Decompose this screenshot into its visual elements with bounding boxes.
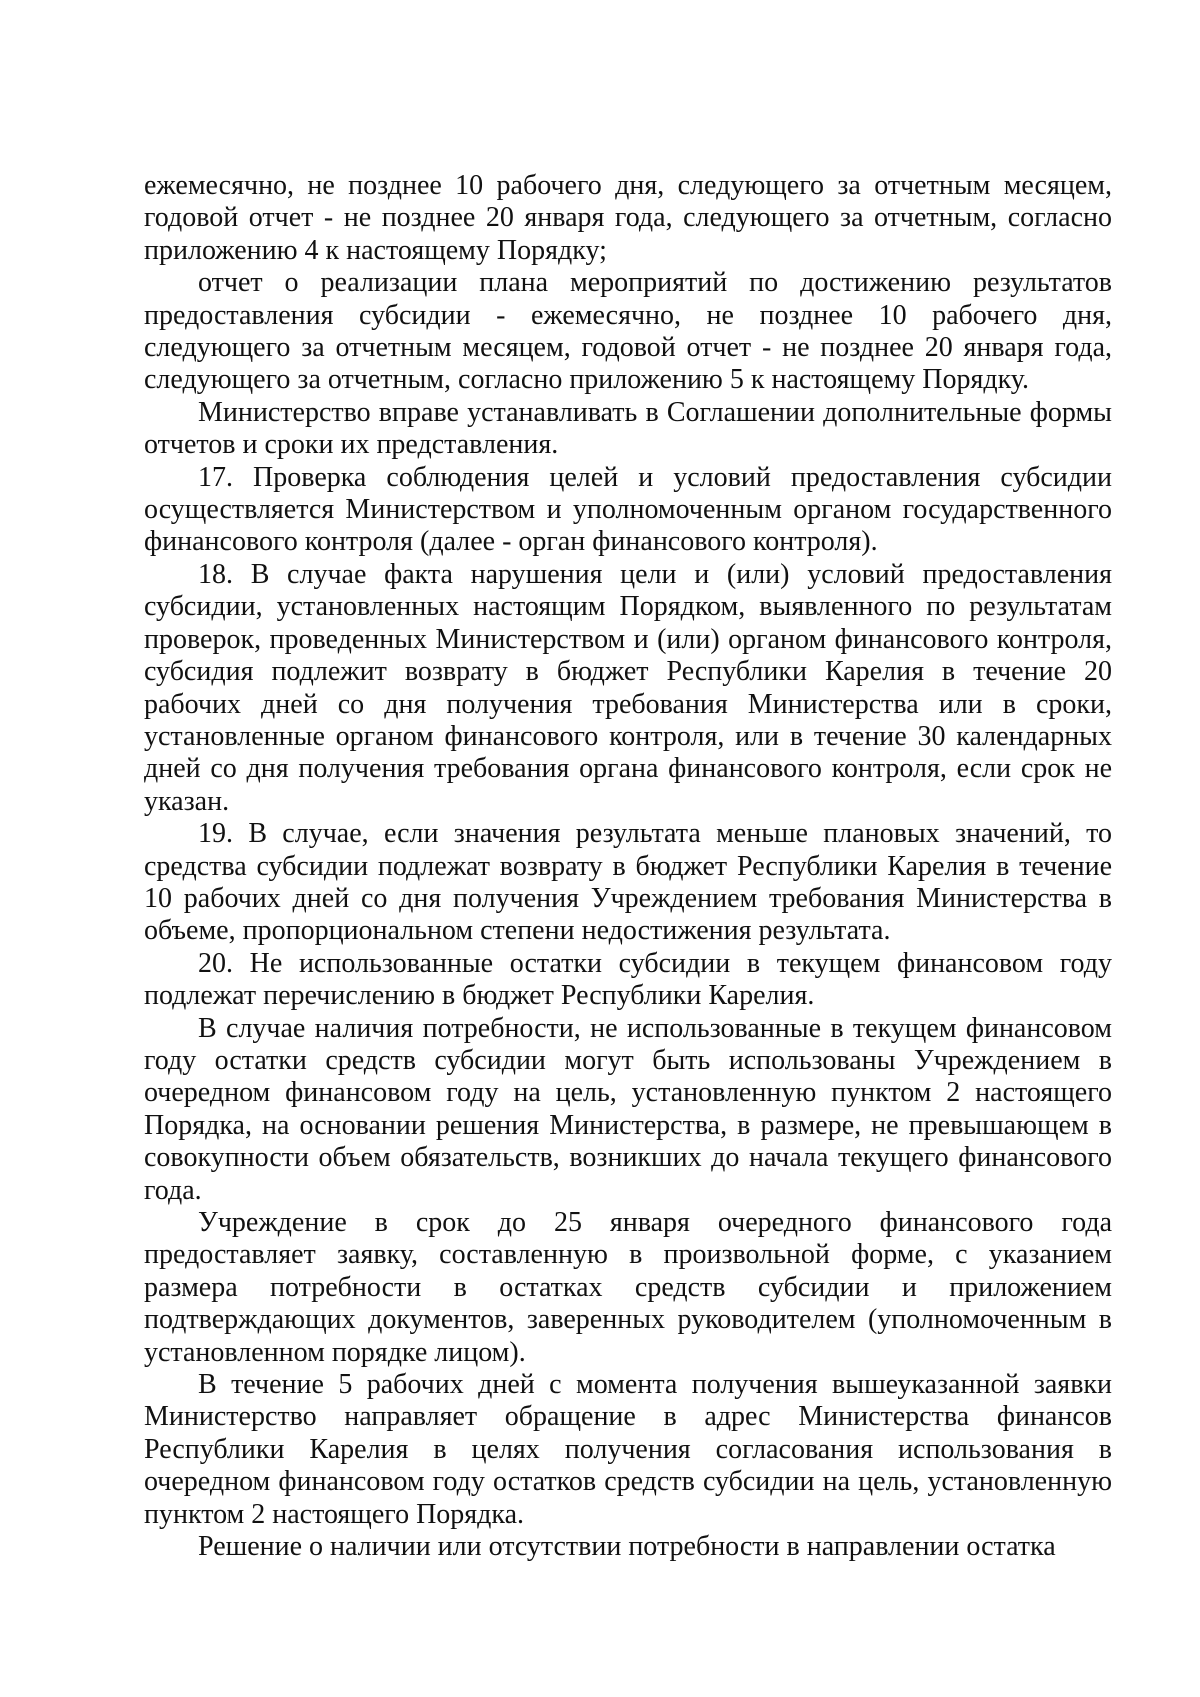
- paragraph-item-17: 17. Проверка соблюдения целей и условий предоставления субсидии осуществляется Министерством и уполномоченным органом государственного финансового контроля (далее - орган финансового контроля).: [144, 461, 1112, 558]
- document-body: [144, 170, 1112, 1563]
- paragraph-item-18: 18. В случае факта нарушения цели и (или) условий предоставления субсидии, установленных настоящим Порядком, выявленного по результатам проверок, проведенных Министерством и (или) органом финансового контроля, субсидия подлежит возврату в бюджет Республики Карелия в течение 20 рабочих дней со дня получения требования Министерства или в сроки, установленные органом финансового контроля, или в течение 30 календарных дней со дня получения требования органа финансового контроля, если срок не указан.: [144, 558, 1112, 817]
- paragraph-plan-report: отчет о реализации плана мероприятий по достижению результатов предоставления субсидии - ежемесячно, не позднее 10 рабочего дня, следующего за отчетным месяцем, годовой отчет - не позднее 20 января года, следующего за отчетным, согласно приложению 5 к настоящему Порядку.: [144, 267, 1112, 396]
- paragraph-item-20: 20. Не использованные остатки субсидии в текущем финансовом году подлежат перечислению в бюджет Республики Карелия.: [144, 947, 1112, 1012]
- paragraph-item-19: 19. В случае, если значения результата меньше плановых значений, то средства субсидии подлежат возврату в бюджет Республики Карелия в течение 10 рабочих дней со дня получения Учреждением требования Министерства в объеме, пропорциональном степени недостижения результата.: [144, 818, 1112, 947]
- paragraph-decision: Решение о наличии или отсутствии потребности в направлении остатка: [198, 1531, 1056, 1563]
- paragraph-continuation: ежемесячно, не позднее 10 рабочего дня, следующего за отчетным месяцем, годовой отчет - не позднее 20 января года, следующего за отчетным, согласно приложению 4 к настоящему Порядку;: [144, 170, 1112, 266]
- paragraph-application-deadline: Учреждение в срок до 25 января очередного финансового года предоставляет заявку, составленную в произвольной форме, с указанием размера потребности в остатках средств субсидии и приложением подтверждающих документов, заверенных руководителем (уполномоченным в установленном порядке лицом).: [144, 1207, 1112, 1368]
- paragraph-remaining-funds: В случае наличия потребности, не использованные в текущем финансовом году остатки средств субсидии могут быть использованы Учреждением в очередном финансовом году на цель, установленную пунктом 2 настоящего Порядка, на основании решения Министерства, в размере, не превышающем в совокупности объем обязательств, возникших до начала текущего финансового года.: [144, 1012, 1112, 1206]
- paragraph-additional-forms: Министерство вправе устанавливать в Соглашении дополнительные формы отчетов и сроки их представления.: [144, 396, 1112, 461]
- paragraph-ministry-request: В течение 5 рабочих дней с момента получения вышеуказанной заявки Министерство направляет обращение в адрес Министерства финансов Республики Карелия в целях получения согласования использования в очередном финансовом году остатков средств субсидии на цель, установленную пунктом 2 настоящего Порядка.: [144, 1369, 1112, 1530]
